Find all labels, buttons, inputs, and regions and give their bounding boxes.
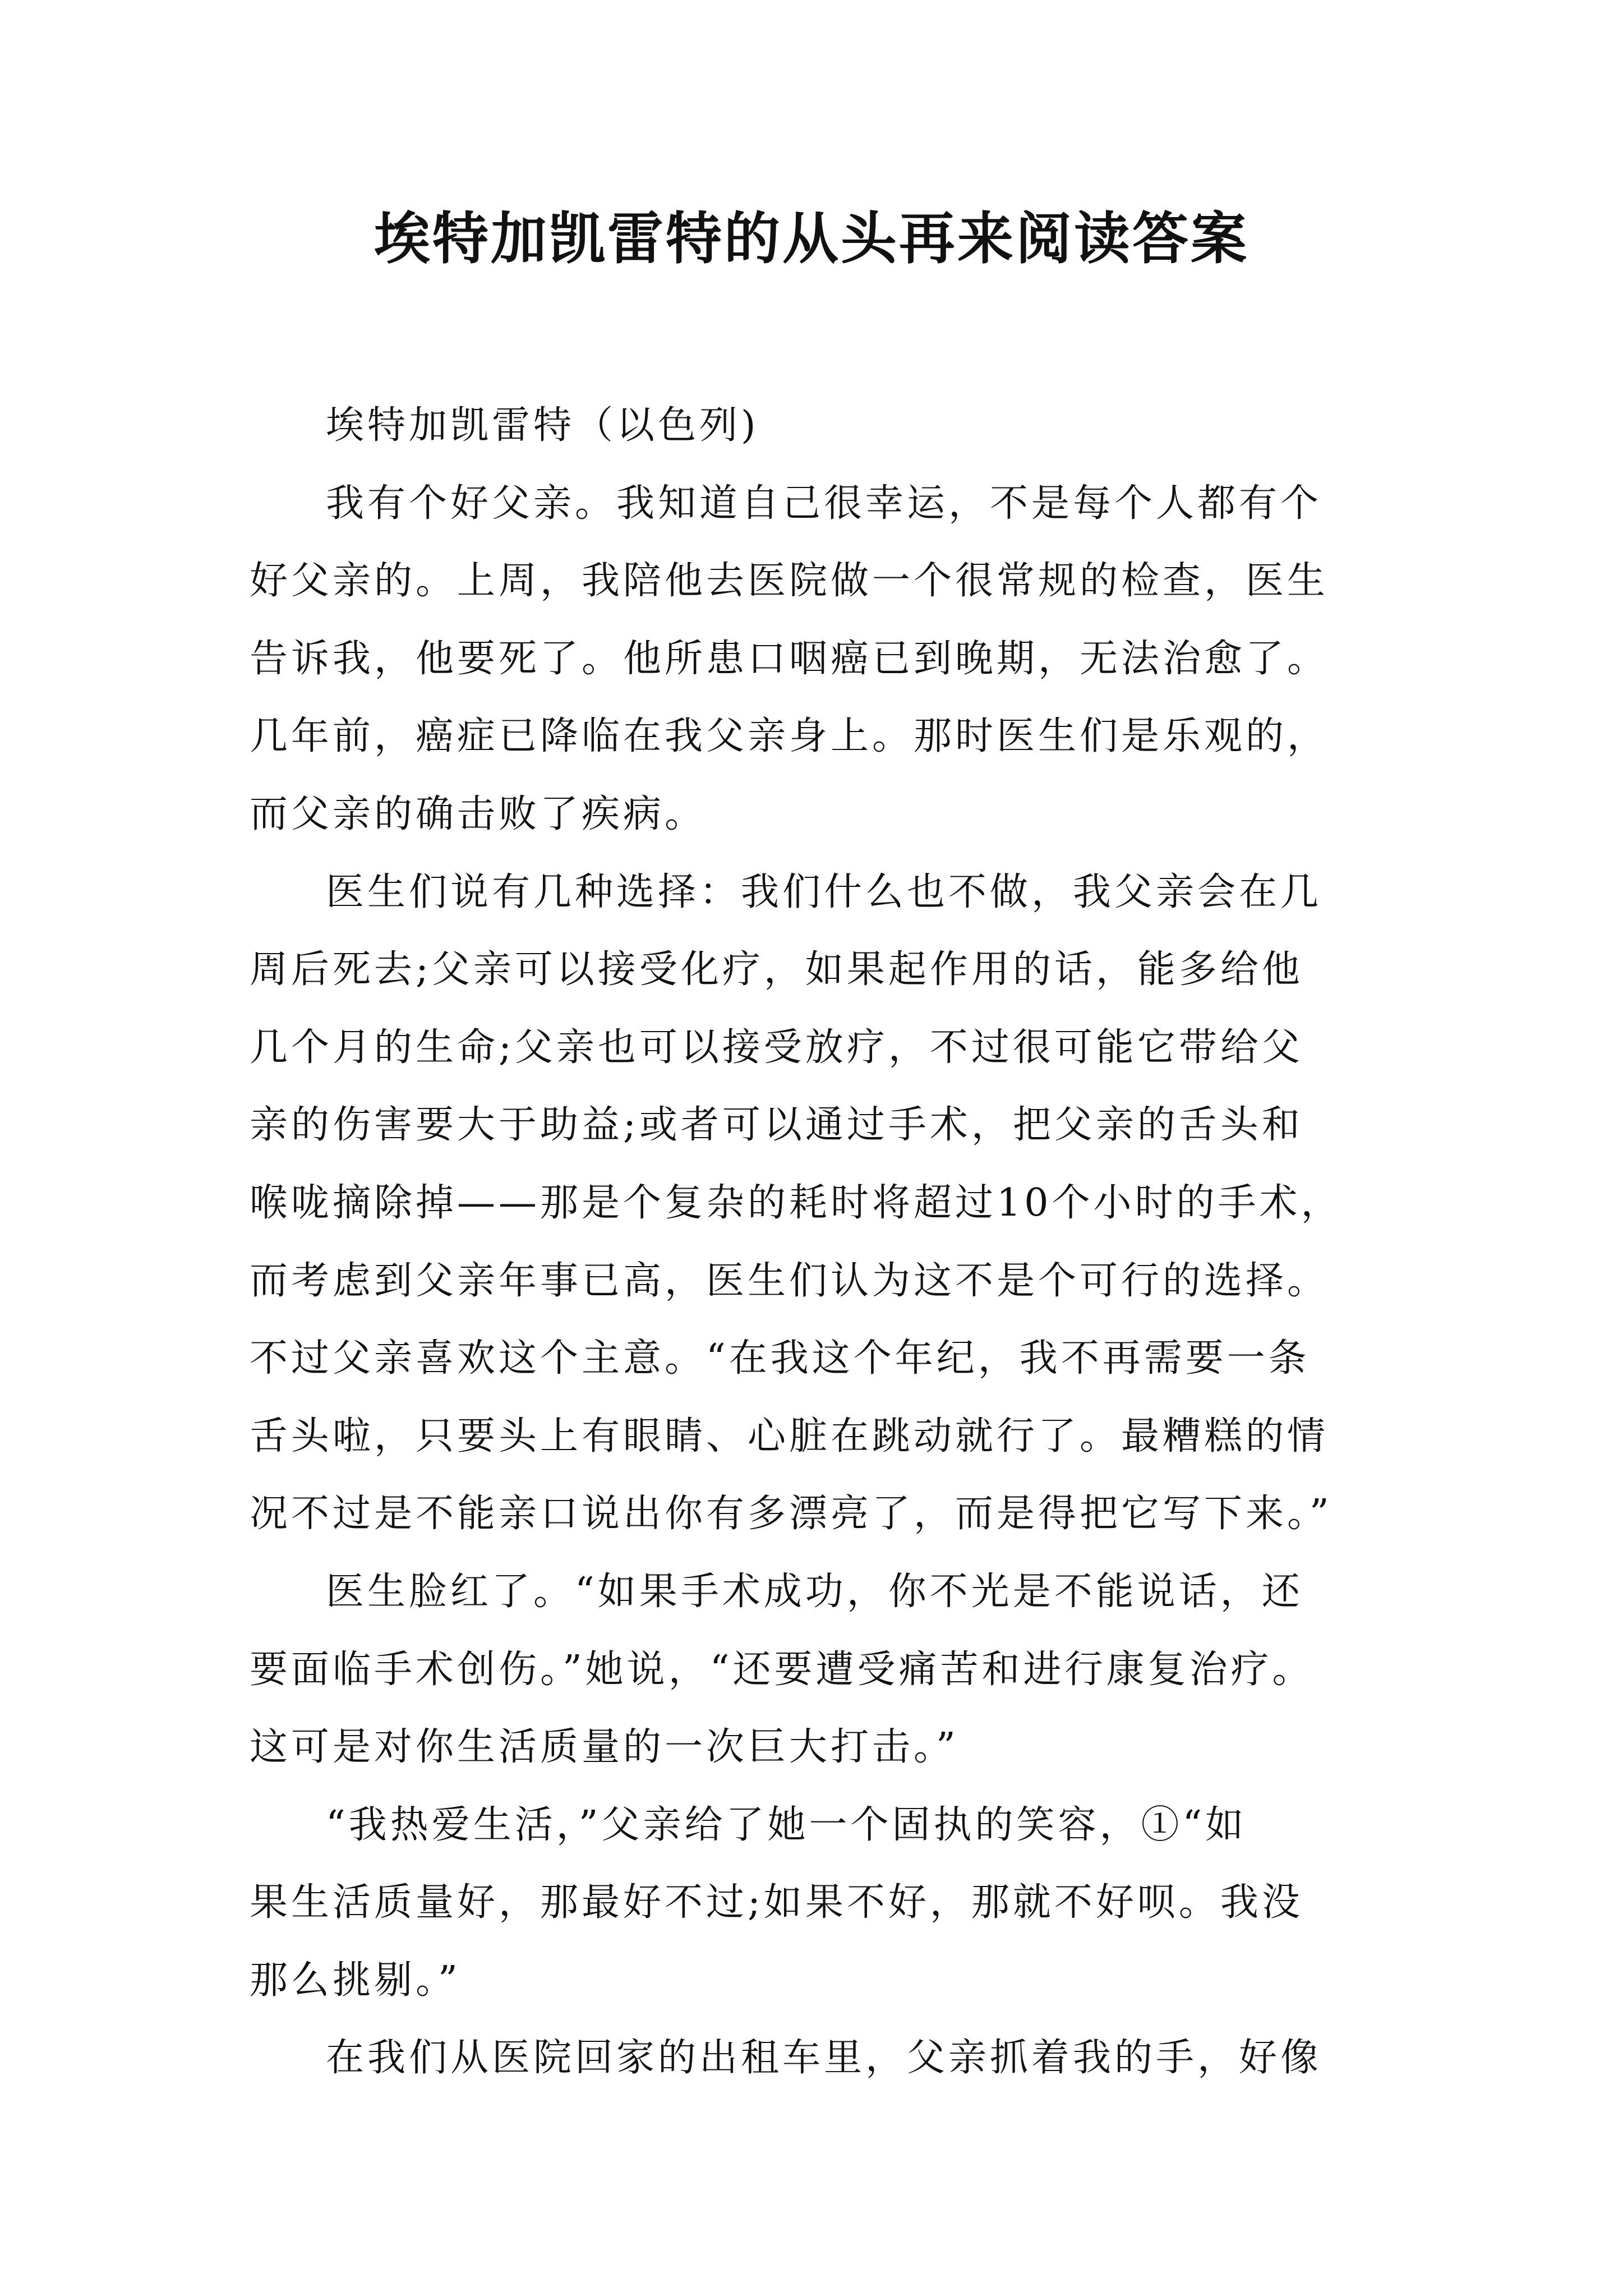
text-line: 亲的伤害要大于助益;或者可以通过手术，把父亲的舌头和 [250, 1103, 1303, 1148]
text-line: 而父亲的确击败了疾病。 [250, 792, 707, 836]
article-body [250, 387, 1399, 2097]
text-line: 医生们说有几种选择：我们什么也不做，我父亲会在几 [326, 869, 1322, 914]
text-line: 那么挑剔。” [250, 1958, 461, 2003]
text-line: 几个月的生命;父亲也可以接受放疗，不过很可能它带给父 [250, 1025, 1303, 1070]
text-line: 好父亲的。上周，我陪他去医院做一个很常规的检查，医生 [250, 559, 1329, 604]
text-line: 果生活质量好，那最好不过;如果不好，那就不好呗。我没 [250, 1880, 1303, 1925]
text-line: 几年前，癌症已降临在我父亲身上。那时医生们是乐观的， [250, 714, 1329, 759]
text-line: 埃特加凯雷特（以色列) [326, 403, 759, 448]
document-title: 埃特加凯雷特的从头再来阅读答案 [374, 205, 1249, 272]
text-line: 要面临手术创伤。”她说，“还要遭受痛苦和进行康复治疗。 [250, 1647, 1314, 1692]
paragraph-2 [250, 854, 1399, 1553]
text-line: 而考虑到父亲年事已高，医生们认为这不是个可行的选择。 [250, 1258, 1329, 1303]
text-line: 这可是对你生活质量的一次巨大打击。” [250, 1725, 959, 1770]
text-line: 况不过是不能亲口说出你有多漂亮了，而是得把它写下来。” [250, 1492, 1332, 1536]
author-line [250, 387, 1399, 465]
text-line: 告诉我，他要死了。他所患口咽癌已到晚期，无法治愈了。 [250, 636, 1329, 681]
paragraph-5 [250, 2019, 1399, 2097]
paragraph-1 [250, 465, 1399, 854]
text-line: 医生脸红了。“如果手术成功，你不光是不能说话，还 [326, 1569, 1303, 1614]
text-line: 不过父亲喜欢这个主意。“在我这个年纪，我不再需要一条 [250, 1336, 1310, 1381]
text-line: 喉咙摘除掉——那是个复杂的耗时将超过10个小时的手术， [250, 1180, 1343, 1225]
text-line: 周后死去;父亲可以接受化疗，如果起作用的话，能多给他 [250, 947, 1303, 992]
text-line: 舌头啦，只要头上有眼睛、心脏在跳动就行了。最糟糕的情 [250, 1414, 1329, 1458]
paragraph-3 [250, 1553, 1399, 1787]
text-line: “我热爱生活，”父亲给了她一个固执的笑容，①“如 [326, 1802, 1247, 1847]
paragraph-4 [250, 1787, 1399, 2020]
text-line: 我有个好父亲。我知道自己很幸运，不是每个人都有个 [326, 481, 1322, 526]
text-line: 在我们从医院回家的出租车里，父亲抓着我的手，好像 [326, 2036, 1322, 2081]
